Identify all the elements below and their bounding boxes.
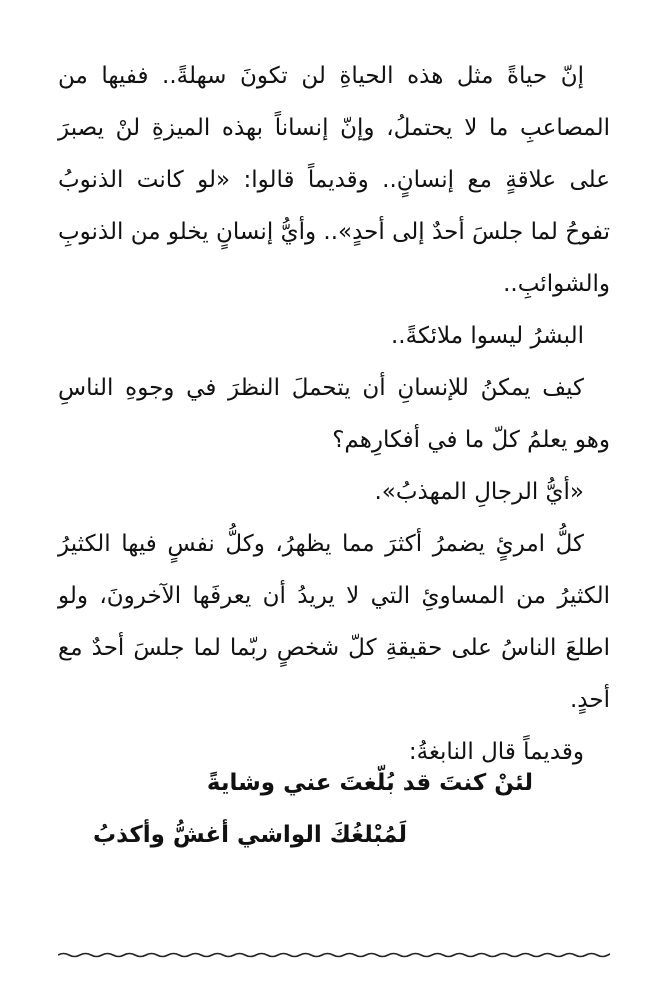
paragraph-refined-man-quote: «أيُّ الرجالِ المهذبُ». bbox=[374, 479, 584, 505]
wavy-divider-ornament bbox=[58, 948, 610, 962]
poem-verse-first-hemistich: لئنْ كنتَ قد بُلّغتَ عني وشايةً bbox=[206, 770, 533, 796]
poem-verse-second-hemistich: لَمُبْلغُكَ الواشي أغشُّ وأكذبُ bbox=[92, 822, 407, 848]
paragraph-humans-not-angels: البشرُ ليسوا ملائكةً.. bbox=[390, 323, 584, 349]
paragraph-bearing-faces: كيف يمكنُ للإنسانِ أن يتحملَ النظرَ في وجوهِ الناسِ وهو يعلمُ كلّ ما في أفكارِهم؟ bbox=[58, 375, 610, 453]
paragraph-life-difficulty: إنّ حياةً مثل هذه الحياةِ لن تكونَ سهلةً.. ففيها من المصاعبِ ما لا يحتملُ، وإنّ إنساناً بهذه الميزةِ لنْ يصبرَ على علاقةٍ مع إنسانٍ.. وقديماً قالوا: «لو كانت الذنوبُ تفوحُ لما جلسَ أحدٌ إلى أحدٍ».. وأيُّ إنسانٍ يخلو من الذنوبِ والشوائبِ.. bbox=[58, 63, 610, 297]
paragraph-hidden-faults: كلُّ امرئٍ يضمرُ أكثرَ مما يظهرُ، وكلُّ نفسٍ فيها الكثيرُ الكثيرُ من المساوئِ التي لا يريدُ أن يعرفَها الآخرونَ، ولو اطلعَ الناسُ على حقيقةِ كلّ شخصٍ ربّما لما جلسَ أحدٌ مع أحدٍ. bbox=[58, 531, 610, 713]
paragraph-nabigha-intro: وقديماً قال النابغةُ: bbox=[408, 739, 584, 765]
